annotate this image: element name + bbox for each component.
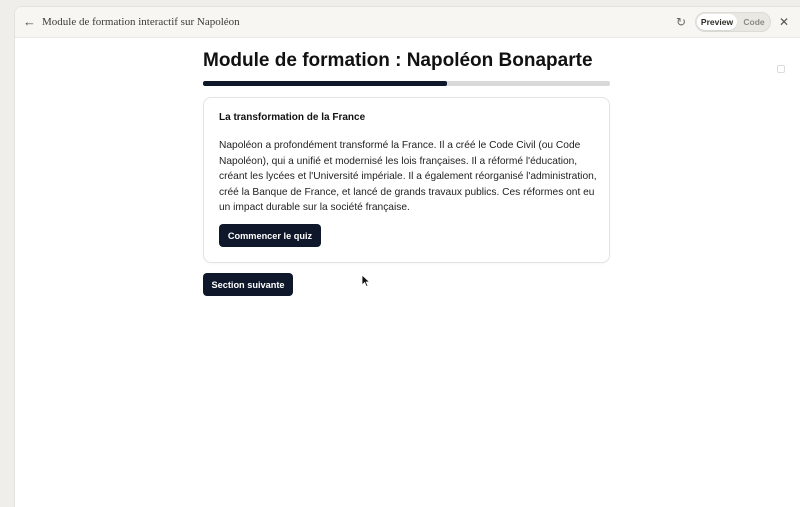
page-title: Module de formation : Napoléon Bonaparte <box>203 50 593 71</box>
window-titlebar <box>15 7 800 38</box>
next-section-button[interactable]: Section suivante <box>203 273 293 296</box>
close-icon[interactable]: ✕ <box>778 15 790 29</box>
section-title: La transformation de la France <box>219 112 366 123</box>
app-window <box>14 6 800 507</box>
preview-tab[interactable]: Preview <box>697 14 737 30</box>
progress-bar-fill <box>203 81 447 86</box>
refresh-icon[interactable]: ↻ <box>675 15 687 29</box>
mouse-cursor-icon <box>361 274 371 288</box>
section-body: Napoléon a profondément transformé la France. Il a créé le Code Civil (ou Code Napoléon), qui a unifié et modernisé les lois françaises. Il a réformé l'éducation, créant les lycées et l'Université impériale. Il a également réorganisé l'administration, créé la Banque de France, et lancé de grands travaux publics. Ces réformes ont eu un impact durable sur la société française. <box>219 140 597 214</box>
arrow-left-icon[interactable]: ← <box>23 14 36 29</box>
code-tab[interactable]: Code <box>743 17 765 27</box>
view-toggle <box>695 12 771 32</box>
progress-bar <box>203 81 610 86</box>
window-title: Module de formation interactif sur Napoléon <box>42 16 240 28</box>
section-card <box>203 97 610 263</box>
side-handle-icon <box>777 65 785 73</box>
start-quiz-button[interactable]: Commencer le quiz <box>219 224 321 247</box>
